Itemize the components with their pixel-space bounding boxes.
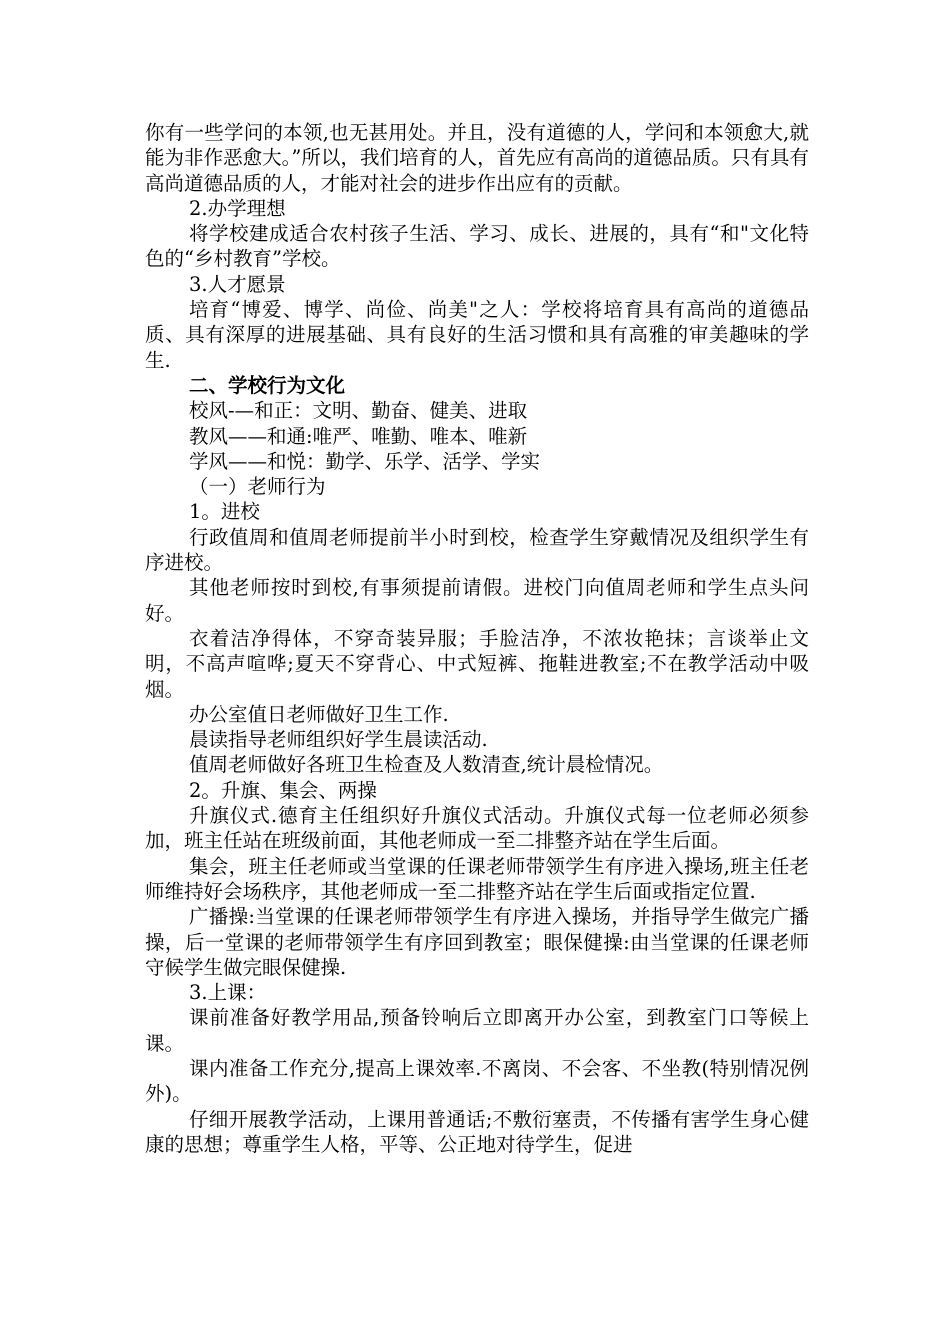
paragraph-exercise: 广播操:当堂课的任课老师带领学生有序进入操场，并指导学生做完广播操，后一堂课的老师带领学生有序回到教室；眼保健操:由当堂课的任课老师守候学生做完眼保健操. [145,905,809,979]
heading-entering-school: 1。进校 [189,500,260,524]
paragraph-teaching-activity: 仔细开展教学活动，上课用普通话;不敷衍塞责，不传播有害学生身心健康的思想；尊重学生人格，平等、公正地对待学生，促进 [145,1107,809,1156]
document-page [145,120,809,1157]
section-heading-behavior-culture: 二、学校行为文化 [189,373,346,397]
paragraph-learning-style: 学风——和悦：勤学、乐学、活学、学实 [189,449,541,473]
paragraph-morning-reading: 晨读指导老师组织好学生晨读活动. [189,728,488,752]
heading-school-ideal: 2.办学理想 [189,196,286,220]
paragraph-teaching-style: 教风——和通:唯严、唯勤、唯本、唯新 [189,424,528,448]
heading-talent-vision: 3.人才愿景 [189,272,286,296]
paragraph-hygiene-check: 值周老师做好各班卫生检查及人数清查,统计晨检情况。 [189,753,664,777]
paragraph-school-ideal: 将学校建成适合农村孩子生活、学习、成长、进展的，具有“和"文化特色的“乡村教育”学校。 [145,222,809,271]
paragraph-flag-raising: 升旗仪式.德育主任组织好升旗仪式活动。升旗仪式每一位老师必须参加，班主任站在班级前面，其他老师成一至二排整齐站在学生后面。 [145,804,809,853]
paragraph-before-class: 课前准备好教学用品,预备铃响后立即离开办公室，到教室门口等候上课。 [145,1006,809,1055]
paragraph-other-teachers: 其他老师按时到校,有事须提前请假。进校门向值周老师和学生点头问好。 [145,576,809,625]
paragraph-duty-teachers: 行政值周和值周老师提前半小时到校，检查学生穿戴情况及组织学生有序进校。 [145,525,809,575]
paragraph-in-class: 课内准备工作充分,提高上课效率.不离岗、不会客、不坐教(特别情况例外)。 [145,1056,809,1106]
heading-teacher-behavior: （一）老师行为 [189,475,326,499]
paragraph-talent-vision: 培育“博爱、博学、尚俭、尚美"之人：学校将培育具有高尚的道德品质、具有深厚的进展基础、具有良好的生活习惯和具有高雅的审美趣味的学生. [145,298,809,372]
paragraph-office-duty: 办公室值日老师做好卫生工作. [189,702,449,726]
paragraph-intro: 你有一些学问的本领,也无甚用处。并且，没有道德的人，学问和本领愈大,就能为非作恶愈大。”所以，我们培育的人，首先应有高尚的道德品质。只有具有高尚道德品质的人，才能对社会的进步作出应有的贡献。 [145,121,809,195]
paragraph-school-style: 校风-—和正：文明、勤奋、健美、进取 [189,399,528,423]
heading-flag-assembly: 2。升旗、集会、两操 [189,778,377,802]
paragraph-assembly: 集会，班主任老师或当堂课的任课老师带领学生有序进入操场,班主任老师维持好会场秩序，其他老师成一至二排整齐站在学生后面或指定位置. [145,854,809,903]
paragraph-dress-code: 衣着洁净得体，不穿奇装异服；手脸洁净，不浓妆艳抹；言谈举止文明，不高声喧哗;夏天不穿背心、中式短裤、拖鞋进教室;不在教学活动中吸烟。 [145,626,809,701]
heading-class: 3.上课： [189,981,267,1005]
